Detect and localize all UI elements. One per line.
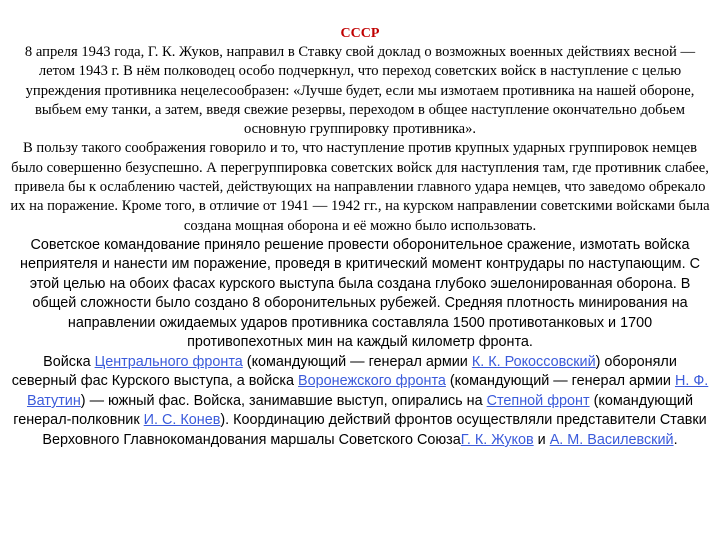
link-konev[interactable]: И. С. Конев [143,412,221,429]
link-voronezh-front[interactable]: Воронежского фронта [298,373,446,390]
text-segment: и [533,431,550,448]
text-segment: ). Координацию действий фронтов осуществляли представители Ставки Верховного Главнокомандования маршалы Советского Союза [42,412,707,448]
link-central-front[interactable]: Центрального фронта [94,353,243,370]
text-segment: . [673,431,678,448]
text-segment: (командующий генерал-полковник [13,392,694,429]
link-steppe-front[interactable]: Степной фронт [486,392,590,409]
text-segment: Войска [43,353,95,370]
link-rokossovsky[interactable]: К. К. Рокоссовский [471,353,596,370]
text-segment: ) — южный фас. Войска, занимавшие выступ, опирались на [80,392,487,409]
link-vatutin[interactable]: Н. Ф. Ватутин [26,373,709,409]
sans-text-block [10,236,710,451]
paragraph-defense-decision: Советское командование приняло решение провести оборонительное сражение, измотать войска неприятеля и нанести им поражение, проведя в критический момент контрудары по наступающим. С этой целью на обоих фасах курского выступа была создана глубоко эшелонированная оборона. В общей сложности было создано 8 оборонительных рубежей. Средняя плотность минирования на направлении ожидаемых ударов противника составляла 1500 противотанковых и 1700 противопехотных мин на каждый километр фронта. [20,236,700,351]
text-segment: (командующий — генерал армии [242,353,472,370]
serif-text-block [10,43,710,236]
link-vasilevsky[interactable]: А. М. Василевский [549,431,674,448]
slide-title: СССР [340,26,380,41]
paragraph-reasoning: В пользу такого соображения говорило и то, что наступление против крупных ударных группировок немцев было совершенно безуспешно. А перегруппировка советских войск для наступления там, где противник слабее, привела бы к ослаблению частей, действующих на направлении главного удара немцев, что заведомо обрекало их на поражение. Кроме того, в отличие от 1941 — 1942 гг., на курском направлении советскими войсками была создана мощная оборона и её можно было использовать. [10,140,710,234]
text-segment: (командующий — генерал армии [445,373,675,390]
paragraph-zhukov-report: 8 апреля 1943 года, Г. К. Жуков, направил в Ставку свой доклад о возможных военных действиях весной — летом 1943 г. В нём полководец особо подчеркнул, что переход советских войск в наступление с целью упреждения противника нецелесообразен: «Лучше будет, если мы измотаем противника на нашей обороне, выбьем ему танки, а затем, введя свежие резервы, переходом в общее наступление окончательно добьем основную группировку противника». [24,44,696,138]
paragraph-fronts [10,353,710,451]
link-zhukov[interactable]: Г. К. Жуков [460,431,534,448]
text-segment: ) обороняли северный фас Курского выступа, а войска [11,353,677,390]
